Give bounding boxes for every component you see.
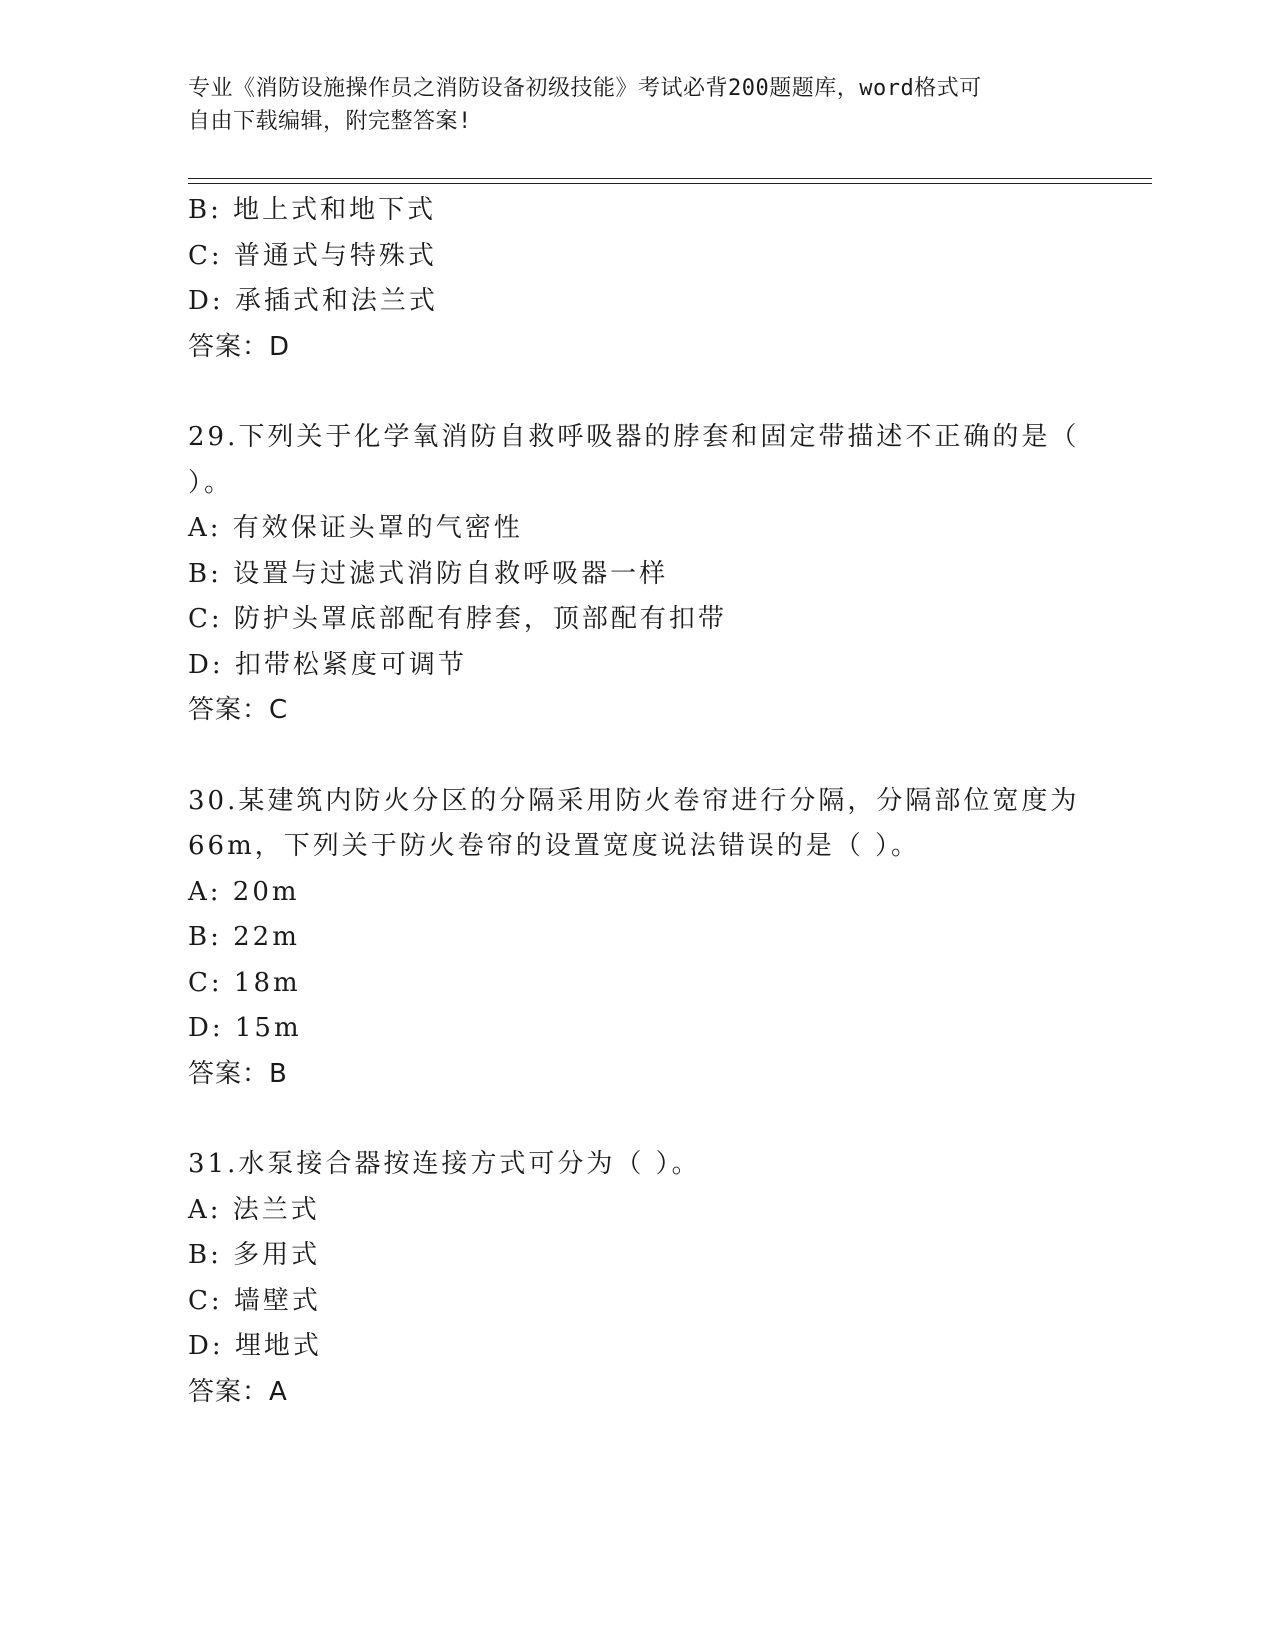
question-text-line-2: ）。	[188, 467, 234, 498]
option-b: B: 地上式和地下式	[188, 195, 437, 225]
answer: 答案：D	[188, 331, 291, 362]
option-a: A: 法兰式	[188, 1194, 320, 1225]
question-text-line-1: 29.下列关于化学氧消防自救呼吸器的脖套和固定带描述不正确的是（	[188, 422, 1080, 452]
question-28	[188, 188, 1088, 370]
option-d: D: 扣带松紧度可调节	[188, 649, 467, 680]
spacer	[188, 1097, 1088, 1142]
document-header	[188, 72, 1068, 138]
question-29	[188, 415, 1088, 734]
option-c: C: 防护头罩底部配有脖套，顶部配有扣带	[188, 604, 727, 634]
question-text-line-2: 66m，下列关于防火卷帘的设置宽度说法错误的是（ ）。	[188, 831, 921, 861]
option-b: B: 多用式	[188, 1240, 321, 1270]
question-31	[188, 1142, 1088, 1415]
option-a: A: 有效保证头罩的气密性	[188, 513, 523, 543]
option-b: B: 22m	[188, 922, 300, 952]
option-c: C: 普通式与特殊式	[188, 240, 437, 271]
question-text-line-1: 30.某建筑内防火分区的分隔采用防火卷帘进行分隔，分隔部位宽度为	[188, 785, 1080, 816]
option-d: D: 15m	[188, 1013, 302, 1043]
question-text-line-1: 31.水泵接合器按连接方式可分为（ ）。	[188, 1149, 701, 1179]
option-c: C: 墙壁式	[188, 1285, 321, 1316]
spacer	[188, 734, 1088, 779]
header-line-2: 自由下载编辑，附完整答案!	[188, 109, 472, 134]
question-30	[188, 779, 1088, 1098]
header-divider-bottom	[188, 183, 1152, 184]
answer: 答案：B	[188, 1058, 288, 1089]
option-c: C: 18m	[188, 967, 301, 998]
question-list	[188, 188, 1088, 1415]
option-d: D: 承插式和法兰式	[188, 286, 438, 316]
answer: 答案：C	[188, 695, 289, 725]
option-a: A: 20m	[188, 876, 300, 907]
option-b: B: 设置与过滤式消防自救呼吸器一样	[188, 558, 669, 589]
option-d: D: 埋地式	[188, 1331, 322, 1361]
answer: 答案：A	[188, 1376, 288, 1407]
spacer	[188, 370, 1088, 415]
header-line-1: 专业《消防设施操作员之消防设备初级技能》考试必背200题题库，word格式可	[188, 76, 982, 101]
header-divider-top	[188, 178, 1152, 179]
